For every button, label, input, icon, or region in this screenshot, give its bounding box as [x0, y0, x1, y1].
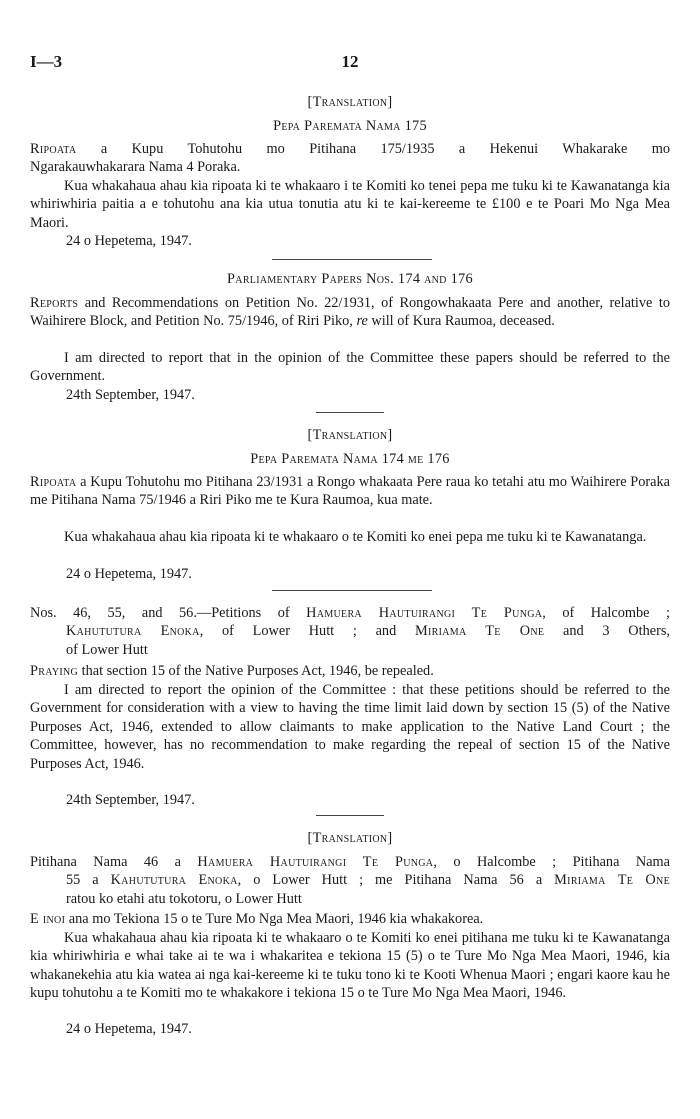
- date-line-4: 24th September, 1947.: [66, 792, 195, 808]
- petition-line-1: Nos. 46, 55, and 56.—Petitions of Hamuera Hautuirangi Te Punga, of Halcombe ;: [30, 605, 670, 621]
- petitioner-name: Miriama Te One: [414, 623, 545, 640]
- petitioner-name: Miriama Te One: [554, 872, 670, 889]
- date-line-3: 24 o Hepetema, 1947.: [66, 566, 192, 582]
- lead-paragraph-3: [30, 473, 670, 510]
- body-paragraph-2: I am directed to report that in the opinion of the Committee these papers should be referred to the Government.: [30, 350, 670, 385]
- petitioner-name: Kahututura Enoka: [66, 623, 200, 640]
- lead-text: and Recommendations on Petition No. 22/1931, of Rongowhakaata Pere and another, relative to Waihirere Block, and Petition No. 75/1946, of Riri Piko,: [30, 295, 670, 330]
- lead-word: Praying: [30, 663, 79, 679]
- body-paragraph-3: Kua whakahaua ahau kia ripoata ki te whakaaro o te Komiti ko enei pepa me tuku ki te Kawanatanga.: [64, 529, 647, 545]
- section-code: I—3: [30, 52, 63, 71]
- petition-line-1: Pitihana Nama 46 a Hamuera Hautuirangi Te Punga, o Halcombe ; Pitihana Nama: [30, 854, 671, 870]
- lead-text: a Kupu Tohutohu mo Pitihana 175/1935 a Hekenui Whakarake mo: [76, 141, 670, 157]
- petition-line-3: of Lower Hutt: [66, 641, 148, 658]
- body-paragraph-5: Kua whakahaua ahau kia ripoata ki te whakaaro o te Komiti ko enei pitihana me tuku ki te Kawanatanga kia whiriwhiria e whai take ai te wa i whakaritea e tekiona 15 (5) o te Ture Mo Nga Mea Maori, 1946, kia whakanekehia atu kia watea ai nga kai-kereeme ki te tuku tono ki te Kooti Whenua Maori ; engari kaore kau he kupu tohutohu a te Komiti mo te whakakore i tekiona 15 o te Ture Mo Nga Mea Maori, 1946.: [30, 930, 670, 1002]
- lead-text-italic: re: [356, 313, 368, 330]
- petition-line-2: Kahututura Enoka, of Lower Hutt ; and Miriama Te One and 3 Others,: [66, 623, 670, 640]
- date-line-2: 24th September, 1947.: [66, 387, 195, 403]
- section-title-3: Pepa Paremata Nama 174 me 176: [250, 451, 450, 467]
- body-paragraph-1: Kua whakahaua ahau kia ripoata ki te whakaaro i te Komiti ko tenei pepa me tuku ki te Kawanatanga kia whiriwhiria paitia a e tohutohu ana kia utua tonutia atu ki te kai-kereeme te £100 e te Poari Mo Nga Mea Maori.: [30, 178, 670, 231]
- lead-word: Ripoata: [30, 141, 77, 157]
- lead-word: Ripoata: [30, 474, 77, 490]
- divider-rule: [316, 815, 384, 816]
- praying-line: Praying that section 15 of the Native Purposes Act, 1946, be repealed.: [30, 663, 434, 679]
- translation-tag-1: [Translation]: [307, 94, 393, 110]
- date-line-5: 24 o Hepetema, 1947.: [66, 1021, 192, 1037]
- petition-heading: [30, 604, 670, 659]
- page-number: 12: [341, 52, 359, 71]
- translation-tag-5: [Translation]: [307, 830, 393, 846]
- section-title-2: Parliamentary Papers Nos. 174 and 176: [227, 271, 473, 287]
- lead-paragraph-2: [30, 294, 670, 331]
- petition-heading-maori: [30, 853, 670, 908]
- petition-line-3: ratou ko etahi atu tokotoru, o Lower Hutt: [66, 890, 302, 907]
- divider-rule: [316, 412, 384, 413]
- lead-text: a Kupu Tohutohu mo Pitihana 23/1931 a Rongo whakaata Pere raua ko tetahi atu mo Waihirere Poraka me Pitihana Nama 75/1946 a Riri Piko me te Kura Raumoa, kua mate.: [30, 474, 670, 509]
- lead-word: Reports: [30, 295, 79, 311]
- lead-paragraph-1: [30, 140, 670, 177]
- petitioner-name: Hamuera Hautuirangi Te Punga: [197, 854, 434, 870]
- date-line-1: 24 o Hepetema, 1947.: [66, 233, 192, 249]
- petition-line-2: 55 a Kahututura Enoka, o Lower Hutt ; me Pitihana Nama 56 a Miriama Te One: [66, 872, 670, 889]
- petitioner-name: Hamuera Hautuirangi Te Punga: [306, 605, 543, 621]
- translation-tag-3: [Translation]: [307, 427, 393, 443]
- lead-text-end: will of Kura Raumoa, deceased.: [367, 313, 555, 330]
- inoi-line: E inoi ana mo Tekiona 15 o te Ture Mo Nga Mea Maori, 1946 kia whakakorea.: [30, 911, 484, 927]
- divider-rule: [272, 590, 432, 591]
- body-paragraph-4: I am directed to report the opinion of the Committee : that these petitions should be referred to the Government for consideration with a view to having the time limit laid down by section 15 (5) of the Native Purposes Act, 1946, extended to allow claimants to make application to the Native Land Court ; the Committee, however, has no recommendation to make regarding the repeal of section 15 of the Native Purposes Act, 1946.: [30, 682, 670, 772]
- lead-text-line2: Ngarakauwhakarara Nama 4 Poraka.: [30, 159, 241, 176]
- section-title-1: Pepa Paremata Nama 175: [273, 118, 427, 134]
- lead-word: E inoi: [30, 911, 66, 927]
- divider-rule: [272, 259, 432, 260]
- petitioner-name: Kahututura Enoka: [110, 872, 238, 889]
